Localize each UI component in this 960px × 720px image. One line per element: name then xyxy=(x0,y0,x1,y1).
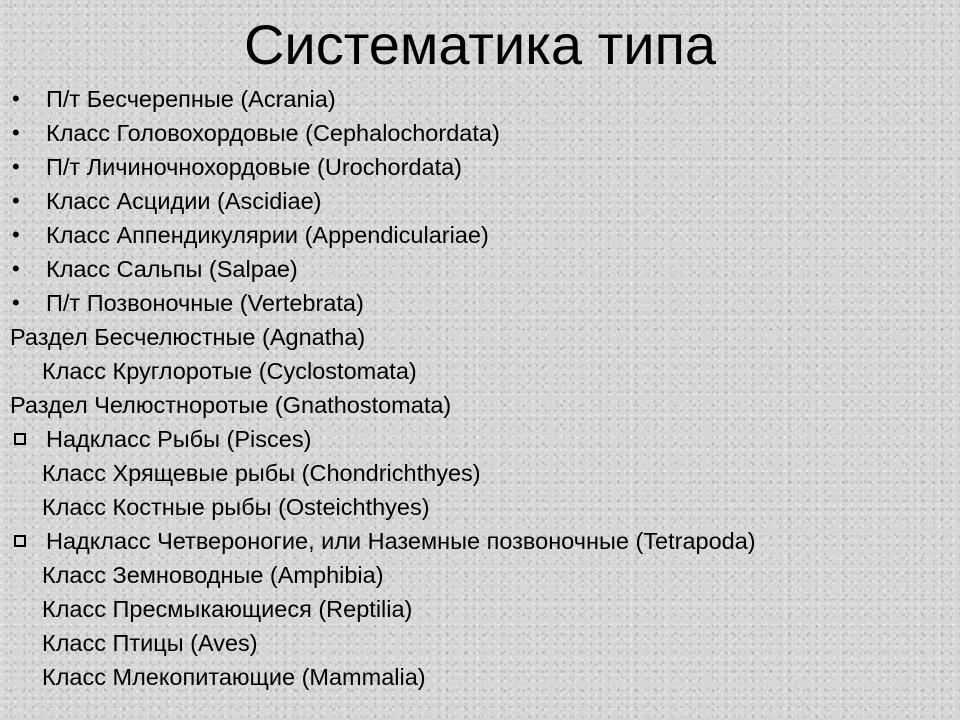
list-item-text: Раздел Бесчелюстные (Agnatha) xyxy=(10,324,366,350)
list-item-text: Класс Хрящевые рыбы (Chondrichthyes) xyxy=(42,460,481,486)
list-item-text: Раздел Челюстноротые (Gnathostomata) xyxy=(10,392,452,418)
list-item xyxy=(0,456,950,490)
list-item-text: Надкласс Четвероногие, или Наземные позвоночные (Tetrapoda) xyxy=(46,528,756,554)
bullet-icon: • xyxy=(12,290,20,315)
list-item xyxy=(0,490,950,524)
list-item xyxy=(0,218,950,252)
square-bullet-icon xyxy=(14,433,26,445)
list-item xyxy=(0,252,950,286)
bullet-icon: • xyxy=(12,120,20,145)
list-item-text: П/т Позвоночные (Vertebrata) xyxy=(46,290,364,316)
list-item-text: Класс Костные рыбы (Osteichthyes) xyxy=(42,494,430,520)
list-item-text: Класс Асцидии (Ascidiae) xyxy=(46,188,322,214)
bullet-icon: • xyxy=(12,188,20,213)
list-item-text: Класс Млекопитающие (Mammalia) xyxy=(42,664,426,690)
list-item xyxy=(0,388,950,422)
list-item-text: П/т Бесчерепные (Acrania) xyxy=(46,86,336,112)
list-item xyxy=(0,660,950,694)
bullet-icon: • xyxy=(12,256,20,281)
list-item xyxy=(0,422,950,456)
list-item-text: Класс Круглоротые (Cyclostomata) xyxy=(42,358,417,384)
bullet-icon: • xyxy=(12,222,20,247)
list-item-text: Надкласс Рыбы (Pisces) xyxy=(46,426,312,452)
list-item xyxy=(0,354,950,388)
list-item-text: Класс Пресмыкающиеся (Reptilia) xyxy=(42,596,413,622)
list-item xyxy=(0,116,950,150)
list-item-text: Класс Сальпы (Salpae) xyxy=(46,256,298,282)
list-item xyxy=(0,592,950,626)
list-item xyxy=(0,150,950,184)
bullet-icon: • xyxy=(12,86,20,111)
taxonomy-list xyxy=(0,82,950,694)
slide-title: Систематика типа xyxy=(243,13,717,76)
list-item xyxy=(0,626,950,660)
list-item xyxy=(0,184,950,218)
list-item-text: Класс Земноводные (Amphibia) xyxy=(42,562,384,588)
list-item xyxy=(0,524,950,558)
list-item-text: Класс Аппендикулярии (Appendiculariae) xyxy=(46,222,489,248)
list-item-text: Класс Головохордовые (Cephalochordata) xyxy=(46,120,500,146)
list-item xyxy=(0,558,950,592)
list-item xyxy=(0,82,950,116)
list-item-text: Класс Птицы (Aves) xyxy=(42,630,258,656)
square-bullet-icon xyxy=(14,535,26,547)
list-item xyxy=(0,286,950,320)
bullet-icon: • xyxy=(12,154,20,179)
list-item xyxy=(0,320,950,354)
list-item-text: П/т Личиночнохордовые (Urochordata) xyxy=(46,154,463,180)
